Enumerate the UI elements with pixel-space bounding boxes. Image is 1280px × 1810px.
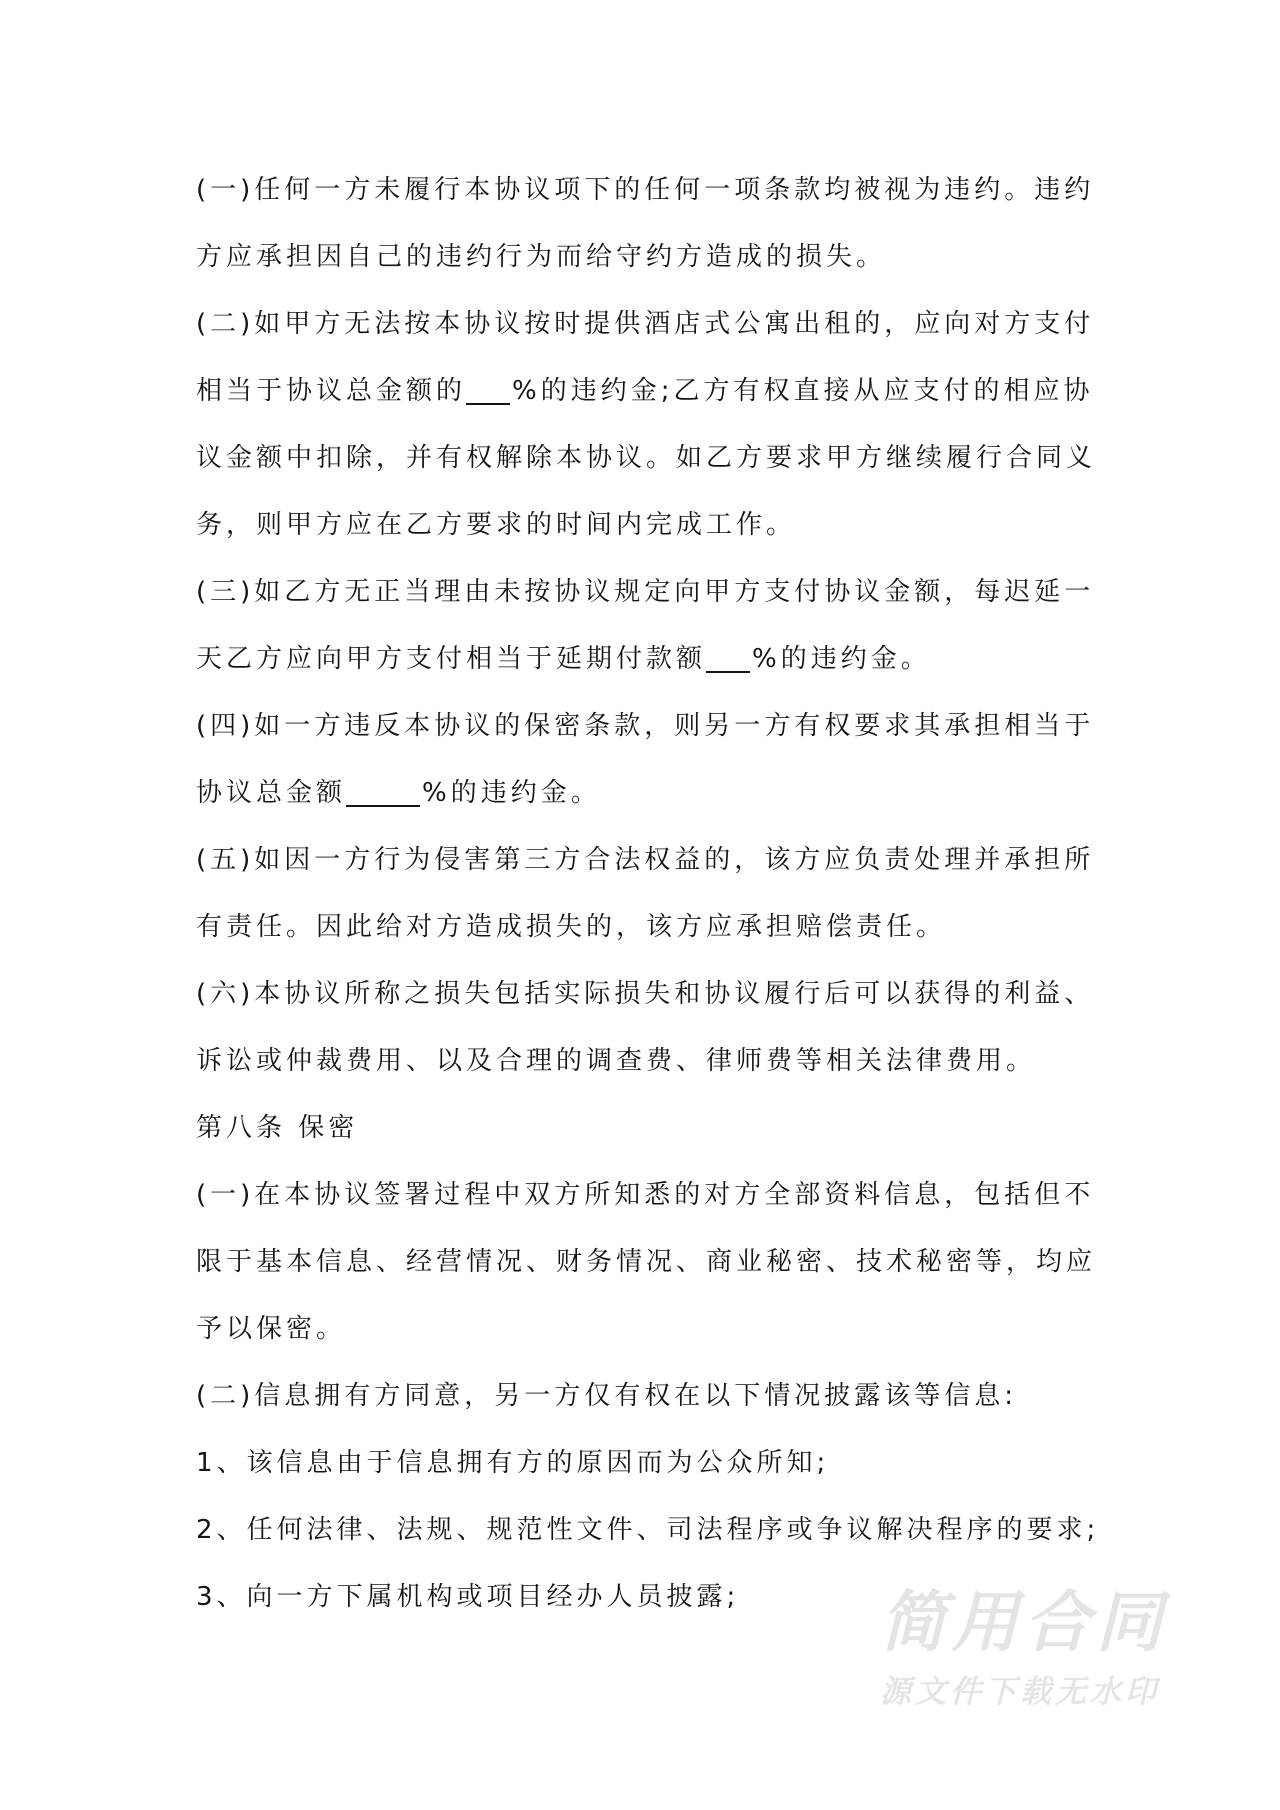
percentage-blank-field	[466, 373, 510, 405]
clause-7-2-line-2	[196, 358, 1096, 425]
text-segment: 协议总金额	[196, 778, 347, 808]
clause-7-3-line-1: (三)如乙方无正当理由未按协议规定向甲方支付协议金额，每迟延一	[196, 577, 1095, 607]
clause-7-3-line-2	[196, 626, 1096, 693]
clause-7-2-line-4: 务，则甲方应在乙方要求的时间内完成工作。	[196, 510, 797, 540]
text-segment: %的违约金;乙方有权直接从应支付的相应协	[512, 376, 1094, 406]
text-segment: %的违约金。	[422, 778, 601, 808]
list-item-3: 3、向一方下属机构或项目经办人员披露;	[196, 1582, 740, 1612]
clause-7-4-line-2	[196, 760, 1096, 827]
watermark-subtitle: 源文件下载无水印	[880, 1674, 1160, 1710]
clause-7-2-line-1: (二)如甲方无法按本协议按时提供酒店式公寓出租的，应向对方支付	[196, 309, 1095, 339]
watermark-title: 简用合同	[880, 1584, 1168, 1661]
clause-7-6-line-2: 诉讼或仲裁费用、以及合理的调查费、律师费等相关法律费用。	[196, 1046, 1037, 1076]
clause-7-2-line-3: 议金额中扣除，并有权解除本协议。如乙方要求甲方继续履行合同义	[196, 443, 1097, 473]
clause-8-2-line-1: (二)信息拥有方同意，另一方仅有权在以下情况披露该等信息:	[196, 1381, 1018, 1411]
clause-8-1-line-3: 予以保密。	[196, 1314, 347, 1344]
clause-7-5-line-2: 有责任。因此给对方造成损失的，该方应承担赔偿责任。	[196, 912, 947, 942]
percentage-blank-field	[346, 775, 420, 807]
list-item-2: 2、任何法律、法规、规范性文件、司法程序或争议解决程序的要求;	[196, 1515, 1100, 1545]
clause-7-6-line-1: (六)本协议所称之损失包括实际损失和协议履行后可以获得的利益、	[196, 979, 1095, 1009]
text-segment: %的违约金。	[752, 644, 931, 674]
text-segment: 相当于协议总金额的	[196, 376, 467, 406]
watermark	[880, 1584, 1180, 1712]
clause-8-1-line-1: (一)在本协议签署过程中双方所知悉的对方全部资料信息，包括但不	[196, 1180, 1095, 1210]
text-segment: 天乙方应向甲方支付相当于延期付款额	[196, 644, 707, 674]
clause-7-5-line-1: (五)如因一方行为侵害第三方合法权益的，该方应负责处理并承担所	[196, 845, 1095, 875]
clause-8-1-line-2: 限于基本信息、经营情况、财务情况、商业秘密、技术秘密等，均应	[196, 1247, 1097, 1277]
clause-7-4-line-1: (四)如一方违反本协议的保密条款，则另一方有权要求其承担相当于	[196, 711, 1095, 741]
percentage-blank-field	[706, 641, 750, 673]
clause-7-1-line-2: 方应承担因自己的违约行为而给守约方造成的损失。	[196, 242, 887, 272]
document-body	[196, 157, 1100, 1631]
section-heading-article-8: 第八条 保密	[196, 1113, 359, 1143]
list-item-1: 1、该信息由于信息拥有方的原因而为公众所知;	[196, 1448, 830, 1478]
clause-7-1-line-1: (一)任何一方未履行本协议项下的任何一项条款均被视为违约。违约	[196, 175, 1095, 205]
